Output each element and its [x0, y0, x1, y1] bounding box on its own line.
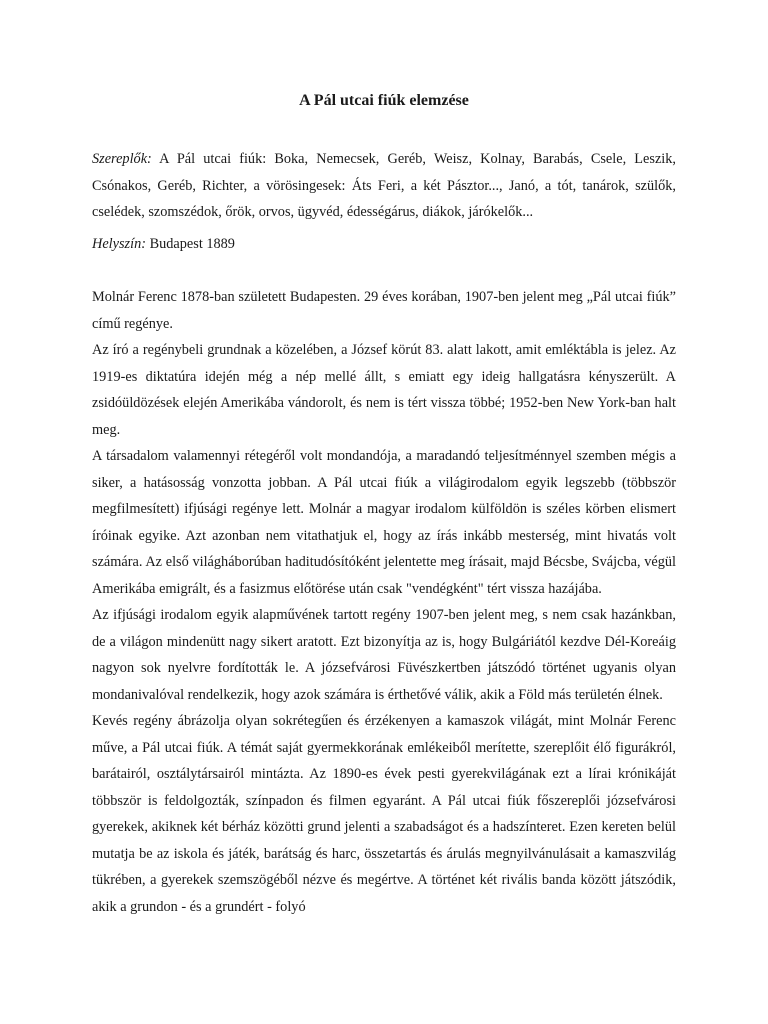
- paragraph-biography-residence: Az író a regénybeli grundnak a közelében, a József körút 83. alatt lakott, amit emléktábla is jelez. Az 1919-es diktatúra idején még a nép mellé állt, s emiatt egy ideig hallgatásra kényszerült. A zsidóüldözések elején Amerikába vándorolt, és nem is tért vissza többé; 1952-ben New York-ban halt meg.: [92, 342, 676, 438]
- location-section: [92, 231, 676, 258]
- paragraph-biography-career: A társadalom valamennyi rétegéről volt mondandója, a maradandó teljesítménnyel szemben mégis a siker, a hatásosság vonzotta jobban. A Pál utcai fiúk a világirodalom egyik legszebb (többször megfilmesített) ifjúsági regénye lett. Molnár a magyar irodalom külföldön is széles körben elismert íróinak egyike. Azt azonban nem vitathatjuk el, hogy az írás inkább mesterség, mint hivatás volt számára. Az első világháborúban haditudósítóként jelentette meg írásait, majd Bécsbe, Svájcba, végül Amerikába emigrált, és a fasizmus előtörése után csak "vendégként" tért vissza hazájába.: [92, 448, 676, 597]
- paragraph-biography-intro: Molnár Ferenc 1878-ban született Budapesten. 29 éves korában, 1907-ben jelent meg „Pál utcai fiúk” című regénye.: [92, 289, 676, 332]
- paragraph-novel-analysis: Kevés regény ábrázolja olyan sokrétegűen és érzékenyen a kamaszok világát, mint Molnár Ferenc műve, a Pál utcai fiúk. A témát saját gyermekkorának emlékeiből merítette, szereplőit élő figurákról, barátairól, osztálytársairól mintázta. Az 1890-es évek pesti gyerekvilágának ezt a lírai krónikáját többször is feldolgozták, színpadon és filmen egyaránt. A Pál utcai fiúk főszereplői józsefvárosi gyerekek, akiknek két bérház közötti grund jelenti a szabadságot és a hadszínteret. Ezen kereten belül mutatja be az iskola és játék, barátság és harc, összetartás és árulás megnyilvánulásait a kamaszvilág tükrében, a gyerekek szemszögéből nézve és megértve. A történet két rivális banda között játszódik, akik a grundon - és a grundért - folyó: [92, 713, 676, 915]
- location-text: Budapest 1889: [149, 236, 235, 252]
- document-title: A Pál utcai fiúk elemzése: [299, 92, 469, 109]
- cast-label: Szereplők:: [92, 151, 152, 167]
- body-paragraphs: [92, 284, 676, 920]
- location-label: Helyszín:: [92, 236, 146, 252]
- cast-section: [92, 146, 676, 226]
- cast-text: A Pál utcai fiúk: Boka, Nemecsek, Geréb, Weisz, Kolnay, Barabás, Csele, Leszik, Csónakos, Geréb, Richter, a vörösingesek: Áts Feri, a két Pásztor..., Janó, a tót, tanárok, szülők, cselédek, szomszédok, őrök, orvos, ügyvéd, édességárus, diákok, járókelők...: [92, 151, 676, 220]
- paragraph-novel-reception: Az ifjúsági irodalom egyik alapművének tartott regény 1907-ben jelent meg, s nem csak hazánkban, de a világon mindenütt nagy sikert aratott. Ezt bizonyítja az is, hogy Bulgáriától kezdve Dél-Koreáig nagyon sok nyelvre fordították le. A józsefvárosi Füvészkertben játszódó történet ugyanis olyan mondanivalóval rendelkezik, hogy azok számára is érthetővé válik, akik a Föld más területén élnek.: [92, 607, 676, 703]
